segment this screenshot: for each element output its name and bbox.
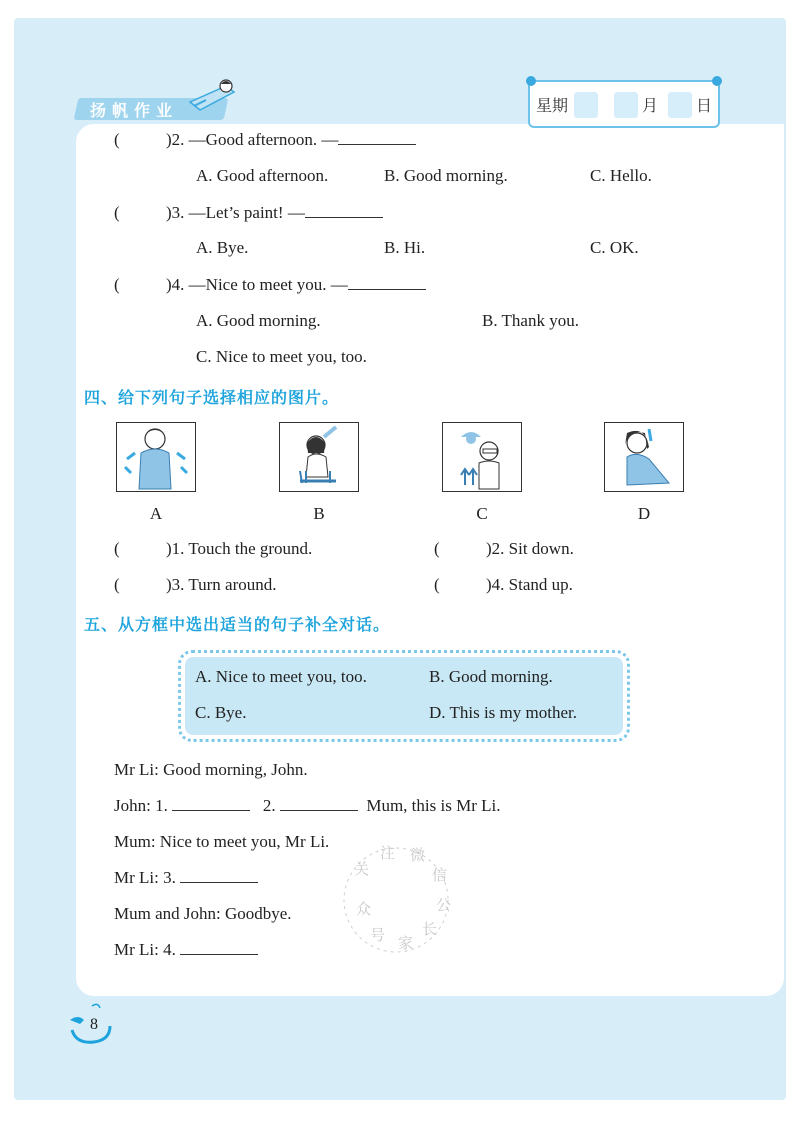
question-text: —Nice to meet you. — [188, 275, 348, 294]
sitting-down-icon [605, 423, 682, 490]
page-number: 8 [90, 1016, 98, 1033]
dialogue-text: John: 1. [114, 796, 168, 815]
question-4 [114, 275, 426, 295]
dialogue-line: Mum: Nice to meet you, Mr Li. [114, 832, 330, 851]
option-text: C. OK. [590, 238, 639, 257]
section-title-5: 五、从方框中选出适当的句子补全对话。 [84, 615, 391, 634]
answer-blank-4[interactable] [180, 941, 258, 955]
dialogue-text: Mum, this is Mr Li. [366, 796, 501, 815]
svg-text:注: 注 [380, 844, 396, 862]
picture-label: D [637, 504, 651, 523]
question-3 [114, 203, 383, 223]
picture-label: C [476, 504, 488, 523]
dialogue-text: Mr Li: 4. [114, 940, 176, 959]
paren-open: ( [114, 130, 120, 149]
dialogue-line-john [114, 796, 500, 816]
option-text: A. Good afternoon. [196, 166, 329, 185]
week-label: 星期 [536, 96, 569, 115]
svg-text:微: 微 [410, 846, 426, 864]
paren-open: ( [434, 539, 440, 558]
date-box [528, 80, 720, 128]
match-text: )1. Touch the ground. [166, 539, 313, 558]
answer-blank[interactable] [338, 131, 416, 145]
option-text: B. Good morning. [384, 166, 508, 185]
section-title-4: 四、给下列句子选择相应的图片。 [84, 388, 340, 407]
answer-blank-2[interactable] [280, 797, 358, 811]
question-number: )2. [166, 130, 185, 149]
options-box [178, 650, 630, 742]
dialogue-line: Mum and John: Goodbye. [114, 904, 292, 923]
option-text: C. Nice to meet you, too. [196, 347, 367, 366]
picture-label: A [149, 504, 163, 523]
standing-up-icon [443, 423, 520, 490]
option-d: D. This is my mother. [429, 703, 577, 722]
svg-text:公: 公 [436, 896, 452, 914]
picture-b [279, 422, 359, 492]
picture-label: B [313, 504, 325, 523]
dialogue-line-4 [114, 940, 258, 960]
paren-open: ( [114, 203, 120, 222]
picture-d [604, 422, 684, 492]
match-text: )2. Sit down. [486, 539, 574, 558]
month-label: 月 [642, 96, 659, 115]
svg-text:号: 号 [370, 926, 386, 944]
option-text: B. Hi. [384, 238, 426, 257]
match-text: )3. Turn around. [166, 575, 277, 594]
match-item-4 [434, 575, 573, 595]
dialogue-line-3 [114, 868, 258, 888]
match-text: )4. Stand up. [486, 575, 573, 594]
picture-a [116, 422, 196, 492]
question-2 [114, 130, 416, 150]
svg-text:众: 众 [356, 900, 372, 918]
paren-open: ( [114, 275, 120, 294]
option-text: B. Thank you. [482, 311, 579, 330]
watermark-stamp [326, 830, 466, 970]
match-item-1 [114, 539, 312, 559]
answer-blank-3[interactable] [180, 869, 258, 883]
pin-icon [526, 76, 536, 86]
match-item-3 [114, 575, 277, 595]
option-text: A. Bye. [196, 238, 249, 257]
paren-open: ( [114, 539, 120, 558]
question-text: —Good afternoon. — [188, 130, 339, 149]
pin-icon [712, 76, 722, 86]
dialogue-text: Mr Li: 3. [114, 868, 176, 887]
svg-text:关: 关 [354, 860, 370, 878]
question-number: )4. [166, 275, 185, 294]
page-number-badge [66, 1000, 116, 1046]
answer-blank[interactable] [348, 276, 426, 290]
option-text: C. Hello. [590, 166, 652, 185]
touching-ground-icon [280, 423, 357, 490]
dialogue-text: 2. [262, 796, 276, 815]
question-number: )3. [166, 203, 185, 222]
paren-open: ( [434, 575, 440, 594]
option-b: B. Good morning. [429, 667, 553, 686]
day-label: 日 [696, 96, 713, 115]
svg-text:家: 家 [398, 934, 414, 952]
week-field[interactable] [574, 92, 598, 118]
options-panel [185, 657, 623, 735]
day-field[interactable] [668, 92, 692, 118]
paren-open: ( [114, 575, 120, 594]
option-a: A. Nice to meet you, too. [195, 667, 367, 686]
svg-text:信: 信 [432, 866, 448, 884]
match-item-2 [434, 539, 574, 559]
option-text: A. Good morning. [196, 311, 321, 330]
brand-title: 扬帆作业 [90, 101, 179, 120]
svg-text:长: 长 [422, 920, 438, 938]
picture-c [442, 422, 522, 492]
month-field[interactable] [614, 92, 638, 118]
answer-blank[interactable] [305, 204, 383, 218]
turning-person-icon [117, 423, 194, 490]
option-c: C. Bye. [195, 703, 247, 722]
dialogue-line: Mr Li: Good morning, John. [114, 760, 308, 779]
mascot-boat-icon [186, 76, 238, 116]
answer-blank-1[interactable] [172, 797, 250, 811]
question-text: —Let’s paint! — [188, 203, 305, 222]
